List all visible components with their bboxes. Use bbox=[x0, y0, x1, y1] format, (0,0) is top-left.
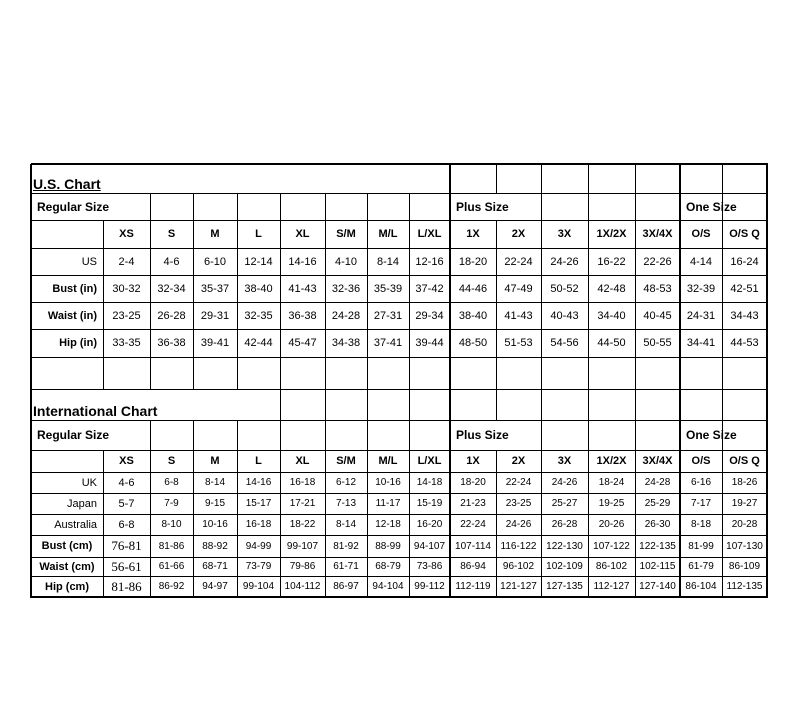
us-size-header: L/XL bbox=[417, 228, 442, 240]
intl-size-header: 2X bbox=[511, 455, 526, 467]
us-size-value: 37-42 bbox=[415, 282, 444, 295]
intl-size-value: 94-107 bbox=[413, 540, 446, 552]
intl-size-value: 19-27 bbox=[731, 498, 758, 509]
intl-size-value: 23-25 bbox=[505, 498, 532, 509]
us-size-value: 36-38 bbox=[288, 309, 317, 322]
intl-size-value: 104-112 bbox=[284, 581, 321, 592]
us-size-value: 32-35 bbox=[244, 309, 273, 322]
us-size-value: 4-14 bbox=[689, 255, 713, 268]
us-size-value: 42-44 bbox=[244, 337, 273, 349]
us-size-value: 44-53 bbox=[730, 337, 759, 349]
intl-size-value: 99-107 bbox=[286, 540, 319, 552]
us-size-value: 48-50 bbox=[458, 337, 488, 349]
us-size-value: 34-40 bbox=[597, 309, 626, 322]
intl-size-value: 112-135 bbox=[726, 581, 763, 592]
intl-size-value: 4-6 bbox=[118, 476, 135, 489]
intl-row-label: Hip (cm) bbox=[45, 580, 89, 593]
us-size-value: 54-56 bbox=[550, 337, 579, 349]
intl-size-value: 79-86 bbox=[289, 561, 316, 572]
intl-size-value: 26-30 bbox=[644, 519, 671, 530]
intl-size-value: 127-135 bbox=[546, 581, 583, 592]
us-row-label: US bbox=[81, 255, 97, 268]
intl-size-value: 86-102 bbox=[595, 561, 628, 572]
us-size-header: S/M bbox=[336, 228, 356, 240]
intl-size-value: 107-114 bbox=[455, 540, 491, 552]
us-row-label: Bust (in) bbox=[52, 282, 97, 295]
intl-size-value: 122-135 bbox=[639, 540, 676, 552]
us-size-value: 24-31 bbox=[686, 309, 716, 322]
intl-size-value: 15-17 bbox=[245, 498, 272, 509]
intl-size-header: XL bbox=[295, 455, 310, 467]
us-size-value: 16-22 bbox=[597, 255, 626, 268]
us-size-value: 42-51 bbox=[730, 282, 759, 295]
us-size-value: 24-26 bbox=[550, 255, 579, 268]
intl-size-value: 18-24 bbox=[598, 477, 625, 488]
us-size-value: 2-4 bbox=[118, 255, 135, 268]
us-size-value: 35-39 bbox=[373, 282, 403, 295]
intl-size-header: XS bbox=[119, 455, 134, 467]
us-size-value: 34-38 bbox=[331, 337, 361, 349]
intl-size-value: 26-28 bbox=[551, 519, 578, 530]
intl-size-value: 86-94 bbox=[460, 561, 486, 572]
us-size-value: 32-34 bbox=[157, 282, 186, 295]
us-size-header: S bbox=[167, 228, 176, 240]
intl-size-value: 18-20 bbox=[460, 477, 486, 488]
intl-row-label: Japan bbox=[67, 497, 97, 510]
intl-size-header: 3X bbox=[557, 455, 572, 467]
intl-one-size-label: One Size bbox=[686, 428, 737, 442]
us-size-value: 22-24 bbox=[504, 255, 533, 268]
us-size-value: 39-44 bbox=[415, 337, 444, 349]
us-size-value: 34-43 bbox=[730, 309, 759, 322]
intl-size-value: 16-20 bbox=[416, 519, 443, 530]
us-size-value: 12-16 bbox=[415, 255, 444, 268]
us-size-value: 39-41 bbox=[200, 337, 230, 349]
intl-size-value: 73-79 bbox=[245, 561, 272, 572]
intl-size-value: 127-140 bbox=[639, 581, 676, 592]
us-size-value: 50-55 bbox=[643, 337, 672, 349]
intl-size-value: 6-8 bbox=[164, 477, 179, 488]
us-size-value: 40-45 bbox=[643, 309, 672, 322]
intl-size-value: 11-17 bbox=[375, 498, 401, 509]
intl-row-label: Waist (cm) bbox=[39, 560, 95, 573]
intl-row-label: Australia bbox=[54, 518, 97, 531]
intl-size-value: 73-86 bbox=[416, 561, 443, 572]
us-size-value: 47-49 bbox=[504, 282, 533, 295]
us-size-value: 44-46 bbox=[458, 282, 488, 295]
intl-size-value: 6-16 bbox=[690, 477, 711, 488]
intl-size-value: 61-71 bbox=[333, 561, 359, 572]
us-row-label: Hip (in) bbox=[59, 337, 97, 349]
intl-size-header: L bbox=[255, 455, 262, 467]
intl-size-value: 81-92 bbox=[333, 540, 359, 552]
intl-size-value: 121-127 bbox=[500, 581, 537, 592]
intl-size-value: 96-102 bbox=[502, 561, 535, 572]
intl-size-value: 6-12 bbox=[335, 477, 356, 488]
intl-size-value: 86-97 bbox=[333, 581, 359, 592]
us-size-value: 29-31 bbox=[200, 309, 230, 322]
intl-size-value: 94-99 bbox=[245, 540, 272, 552]
intl-size-header: S/M bbox=[336, 455, 356, 467]
us-size-header: 3X/4X bbox=[642, 228, 673, 240]
intl-size-value: 10-16 bbox=[375, 477, 401, 488]
intl-size-value: 86-109 bbox=[728, 561, 761, 572]
intl-size-value: 8-10 bbox=[161, 519, 182, 530]
intl-size-value: 81-99 bbox=[688, 540, 714, 552]
intl-size-value: 7-17 bbox=[690, 498, 711, 509]
intl-size-value: 24-26 bbox=[505, 519, 532, 530]
us-chart-title: U.S. Chart bbox=[33, 176, 101, 192]
intl-size-value: 21-23 bbox=[460, 498, 486, 509]
intl-size-value: 86-104 bbox=[685, 581, 717, 592]
us-row-label: Waist (in) bbox=[47, 309, 97, 322]
intl-size-value: 17-21 bbox=[289, 498, 316, 509]
intl-size-value: 25-27 bbox=[551, 498, 578, 509]
us-size-value: 41-43 bbox=[288, 282, 317, 295]
intl-row-label: UK bbox=[81, 476, 97, 489]
us-size-value: 14-16 bbox=[288, 255, 317, 268]
intl-size-value: 5-7 bbox=[118, 497, 135, 510]
us-size-value: 34-41 bbox=[686, 337, 716, 349]
us-size-value: 48-53 bbox=[643, 282, 672, 295]
intl-size-value: 14-16 bbox=[245, 477, 272, 488]
us-size-value: 27-31 bbox=[373, 309, 403, 322]
intl-size-value: 6-8 bbox=[118, 518, 135, 531]
intl-size-value: 94-97 bbox=[202, 581, 228, 592]
us-size-header: 2X bbox=[511, 228, 526, 240]
intl-size-value: 56-61 bbox=[111, 558, 142, 574]
us-size-value: 41-43 bbox=[504, 309, 533, 322]
intl-chart-title: International Chart bbox=[33, 403, 158, 419]
us-size-header: L bbox=[255, 228, 262, 240]
intl-size-value: 7-13 bbox=[335, 498, 356, 509]
intl-size-value: 16-18 bbox=[245, 519, 272, 530]
intl-size-value: 68-79 bbox=[375, 561, 401, 572]
intl-size-header: O/S bbox=[691, 455, 711, 467]
intl-size-value: 14-18 bbox=[416, 477, 443, 488]
us-size-value: 6-10 bbox=[203, 255, 227, 268]
us-size-value: 35-37 bbox=[200, 282, 230, 295]
intl-size-value: 8-14 bbox=[335, 519, 356, 530]
us-size-value: 4-6 bbox=[163, 255, 180, 268]
intl-regular-size-label: Regular Size bbox=[37, 428, 110, 442]
intl-size-value: 12-18 bbox=[375, 519, 401, 530]
us-size-value: 40-43 bbox=[550, 309, 579, 322]
us-size-value: 4-10 bbox=[334, 255, 358, 268]
intl-size-value: 81-86 bbox=[111, 578, 142, 594]
us-size-value: 23-25 bbox=[112, 309, 141, 322]
intl-size-value: 99-104 bbox=[242, 581, 275, 592]
intl-size-value: 19-25 bbox=[598, 498, 625, 509]
intl-size-value: 16-18 bbox=[289, 477, 316, 488]
us-regular-size-label: Regular Size bbox=[37, 199, 110, 214]
us-size-header: 1X bbox=[466, 228, 480, 240]
intl-size-value: 61-79 bbox=[688, 561, 714, 572]
intl-size-header: L/XL bbox=[417, 455, 442, 467]
intl-size-header: O/S Q bbox=[729, 455, 760, 467]
us-plus-size-label: Plus Size bbox=[456, 199, 509, 214]
intl-size-value: 76-81 bbox=[111, 538, 142, 553]
intl-size-header: M bbox=[210, 455, 220, 467]
intl-plus-size-label: Plus Size bbox=[456, 428, 509, 442]
intl-size-value: 7-9 bbox=[164, 498, 179, 509]
us-size-value: 37-41 bbox=[373, 337, 403, 349]
us-size-value: 26-28 bbox=[157, 309, 186, 322]
intl-size-header: M/L bbox=[378, 455, 398, 467]
intl-size-value: 22-24 bbox=[505, 477, 532, 488]
intl-size-value: 24-28 bbox=[644, 477, 671, 488]
us-size-value: 30-32 bbox=[112, 282, 141, 295]
intl-size-value: 112-119 bbox=[455, 581, 491, 592]
intl-size-value: 20-26 bbox=[598, 519, 625, 530]
intl-size-value: 107-122 bbox=[593, 540, 630, 552]
intl-size-value: 9-15 bbox=[204, 498, 225, 509]
us-size-value: 16-24 bbox=[730, 255, 759, 268]
intl-size-value: 88-99 bbox=[375, 540, 401, 552]
intl-size-value: 22-24 bbox=[460, 519, 486, 530]
intl-size-header: S bbox=[167, 455, 176, 467]
intl-size-header: 1X bbox=[466, 455, 480, 467]
us-size-value: 8-14 bbox=[376, 255, 400, 268]
us-size-value: 50-52 bbox=[550, 282, 579, 295]
us-size-header: M/L bbox=[378, 228, 398, 240]
us-size-value: 51-53 bbox=[504, 337, 533, 349]
us-size-value: 44-50 bbox=[597, 337, 626, 349]
us-size-header: XS bbox=[119, 228, 134, 240]
us-size-value: 32-36 bbox=[331, 282, 361, 295]
us-size-value: 24-28 bbox=[331, 309, 361, 322]
us-size-value: 38-40 bbox=[244, 282, 273, 295]
intl-size-value: 20-28 bbox=[731, 519, 758, 530]
us-size-header: 1X/2X bbox=[596, 228, 627, 240]
intl-size-value: 68-71 bbox=[202, 561, 228, 572]
intl-size-value: 99-112 bbox=[414, 581, 445, 592]
intl-size-value: 61-66 bbox=[158, 561, 185, 572]
intl-size-value: 15-19 bbox=[416, 498, 443, 509]
intl-size-value: 107-130 bbox=[726, 540, 763, 552]
us-one-size-label: One Size bbox=[686, 199, 737, 214]
us-size-value: 42-48 bbox=[597, 282, 626, 295]
us-size-value: 33-35 bbox=[112, 337, 141, 349]
us-size-value: 32-39 bbox=[686, 282, 716, 295]
intl-size-value: 18-26 bbox=[731, 477, 758, 488]
intl-size-value: 116-122 bbox=[500, 540, 537, 552]
intl-size-header: 3X/4X bbox=[642, 455, 673, 467]
us-size-value: 45-47 bbox=[288, 337, 317, 349]
intl-size-value: 8-18 bbox=[690, 519, 711, 530]
intl-size-value: 122-130 bbox=[546, 540, 583, 552]
intl-size-value: 18-22 bbox=[289, 519, 316, 530]
us-size-value: 36-38 bbox=[157, 337, 186, 349]
intl-size-value: 24-26 bbox=[551, 477, 578, 488]
us-size-header: 3X bbox=[557, 228, 572, 240]
us-size-header: M bbox=[210, 228, 220, 240]
us-size-value: 29-34 bbox=[415, 309, 444, 322]
intl-size-value: 102-109 bbox=[546, 561, 583, 572]
intl-size-value: 112-127 bbox=[593, 581, 630, 592]
us-size-value: 12-14 bbox=[244, 255, 273, 268]
intl-size-value: 88-92 bbox=[202, 540, 228, 552]
intl-size-value: 86-92 bbox=[158, 581, 185, 592]
intl-size-value: 102-115 bbox=[639, 561, 676, 572]
intl-size-value: 8-14 bbox=[204, 477, 225, 488]
intl-size-value: 94-104 bbox=[372, 581, 404, 592]
intl-row-label: Bust (cm) bbox=[41, 540, 93, 552]
us-size-value: 18-20 bbox=[458, 255, 488, 268]
intl-size-header: 1X/2X bbox=[596, 455, 627, 467]
us-size-header: O/S Q bbox=[729, 228, 760, 240]
us-size-header: XL bbox=[295, 228, 310, 240]
intl-size-value: 25-29 bbox=[644, 498, 671, 509]
intl-size-value: 10-16 bbox=[202, 519, 228, 530]
us-size-value: 22-26 bbox=[643, 255, 672, 268]
intl-size-value: 81-86 bbox=[158, 540, 185, 552]
us-size-value: 38-40 bbox=[458, 309, 488, 322]
us-size-header: O/S bbox=[691, 228, 711, 240]
